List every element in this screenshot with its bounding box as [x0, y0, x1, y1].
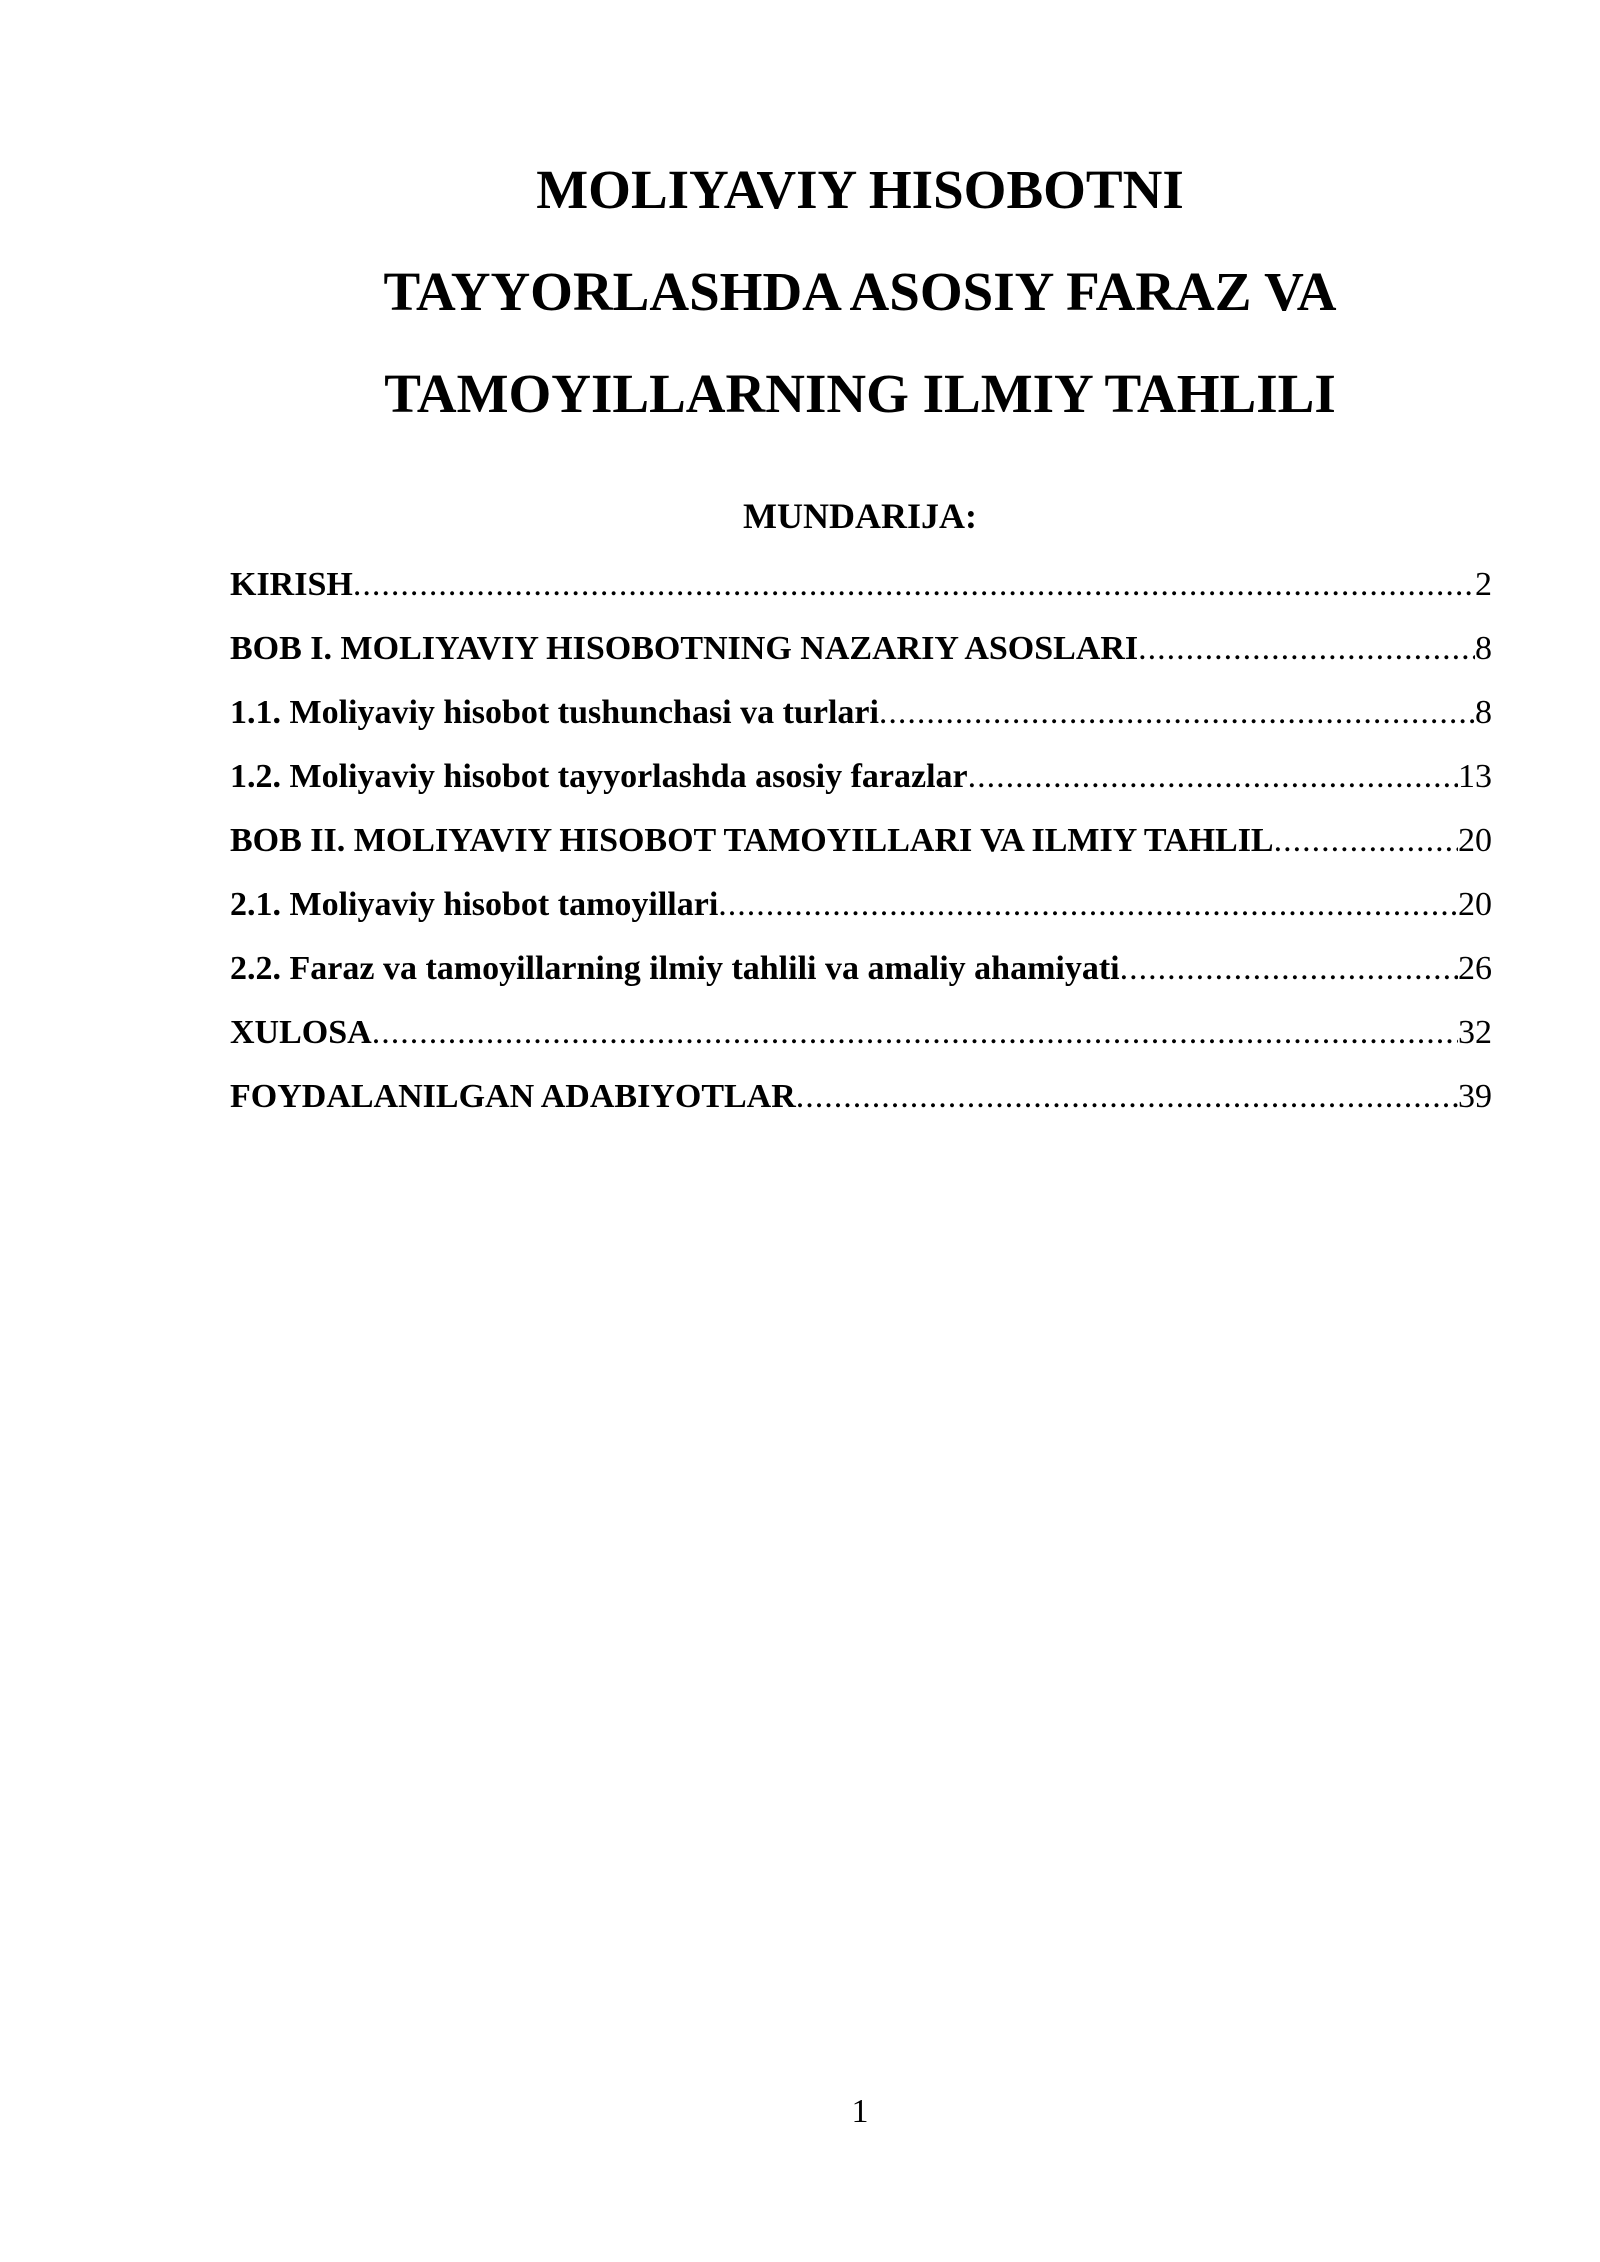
toc-entry-1-1	[230, 696, 1492, 760]
toc-entry-bob-2	[230, 824, 1492, 888]
toc-dot-leader	[1120, 952, 1458, 986]
toc-dot-leader	[353, 568, 1475, 602]
toc-entry-page: 2	[1475, 568, 1492, 603]
page-number: 1	[851, 2093, 869, 2130]
toc-entry-page: 39	[1458, 1080, 1492, 1115]
toc-entry-label: 2.1. Moliyaviy hisobot tamoyillari	[230, 888, 719, 923]
table-of-contents	[230, 568, 1492, 1144]
toc-entry-page: 13	[1458, 760, 1492, 795]
toc-entry-label: FOYDALANILGAN ADABIYOTLAR	[230, 1080, 796, 1115]
toc-entry-page: 20	[1458, 824, 1492, 859]
toc-dot-leader	[1138, 632, 1475, 666]
toc-entry-label: BOB I. MOLIYAVIY HISOBOTNING NAZARIY ASOSLARI	[230, 632, 1139, 667]
toc-dot-leader	[1274, 824, 1458, 858]
toc-entry-label: 1.1. Moliyaviy hisobot tushunchasi va turlari	[230, 696, 879, 731]
title-line-1: MOLIYAVIY HISOBOTNI	[536, 159, 1184, 220]
toc-entry-page: 8	[1475, 632, 1492, 667]
toc-entry-1-2	[230, 760, 1492, 824]
toc-dot-leader	[968, 760, 1458, 794]
toc-entry-page: 8	[1475, 696, 1492, 731]
toc-entry-label: 1.2. Moliyaviy hisobot tayyorlashda asosiy farazlar	[230, 760, 968, 795]
toc-dot-leader	[796, 1080, 1458, 1114]
toc-entry-xulosa	[230, 1016, 1492, 1080]
toc-entry-label: KIRISH	[230, 568, 353, 603]
title-line-3: TAMOYILLARNING ILMIY TAHLILI	[384, 363, 1336, 424]
toc-entry-label: 2.2. Faraz va tamoyillarning ilmiy tahlili va amaliy ahamiyati	[230, 952, 1120, 987]
title-line-2: TAYYORLASHDA ASOSIY FARAZ VA	[383, 261, 1337, 322]
toc-dot-leader	[372, 1016, 1458, 1050]
toc-entry-page: 32	[1458, 1016, 1492, 1051]
toc-entry-page: 26	[1458, 952, 1492, 987]
toc-dot-leader	[879, 696, 1475, 730]
toc-entry-page: 20	[1458, 888, 1492, 923]
toc-entry-adabiyotlar	[230, 1080, 1492, 1144]
toc-heading: MUNDARIJA:	[743, 496, 977, 536]
toc-entry-bob-1	[230, 632, 1492, 696]
toc-dot-leader	[718, 888, 1458, 922]
toc-entry-kirish	[230, 568, 1492, 632]
toc-entry-2-1	[230, 888, 1492, 952]
toc-entry-2-2	[230, 952, 1492, 1016]
toc-entry-label: BOB II. MOLIYAVIY HISOBOT TAMOYILLARI VA ILMIY TAHLIL	[230, 824, 1274, 859]
toc-entry-label: XULOSA	[230, 1016, 372, 1051]
